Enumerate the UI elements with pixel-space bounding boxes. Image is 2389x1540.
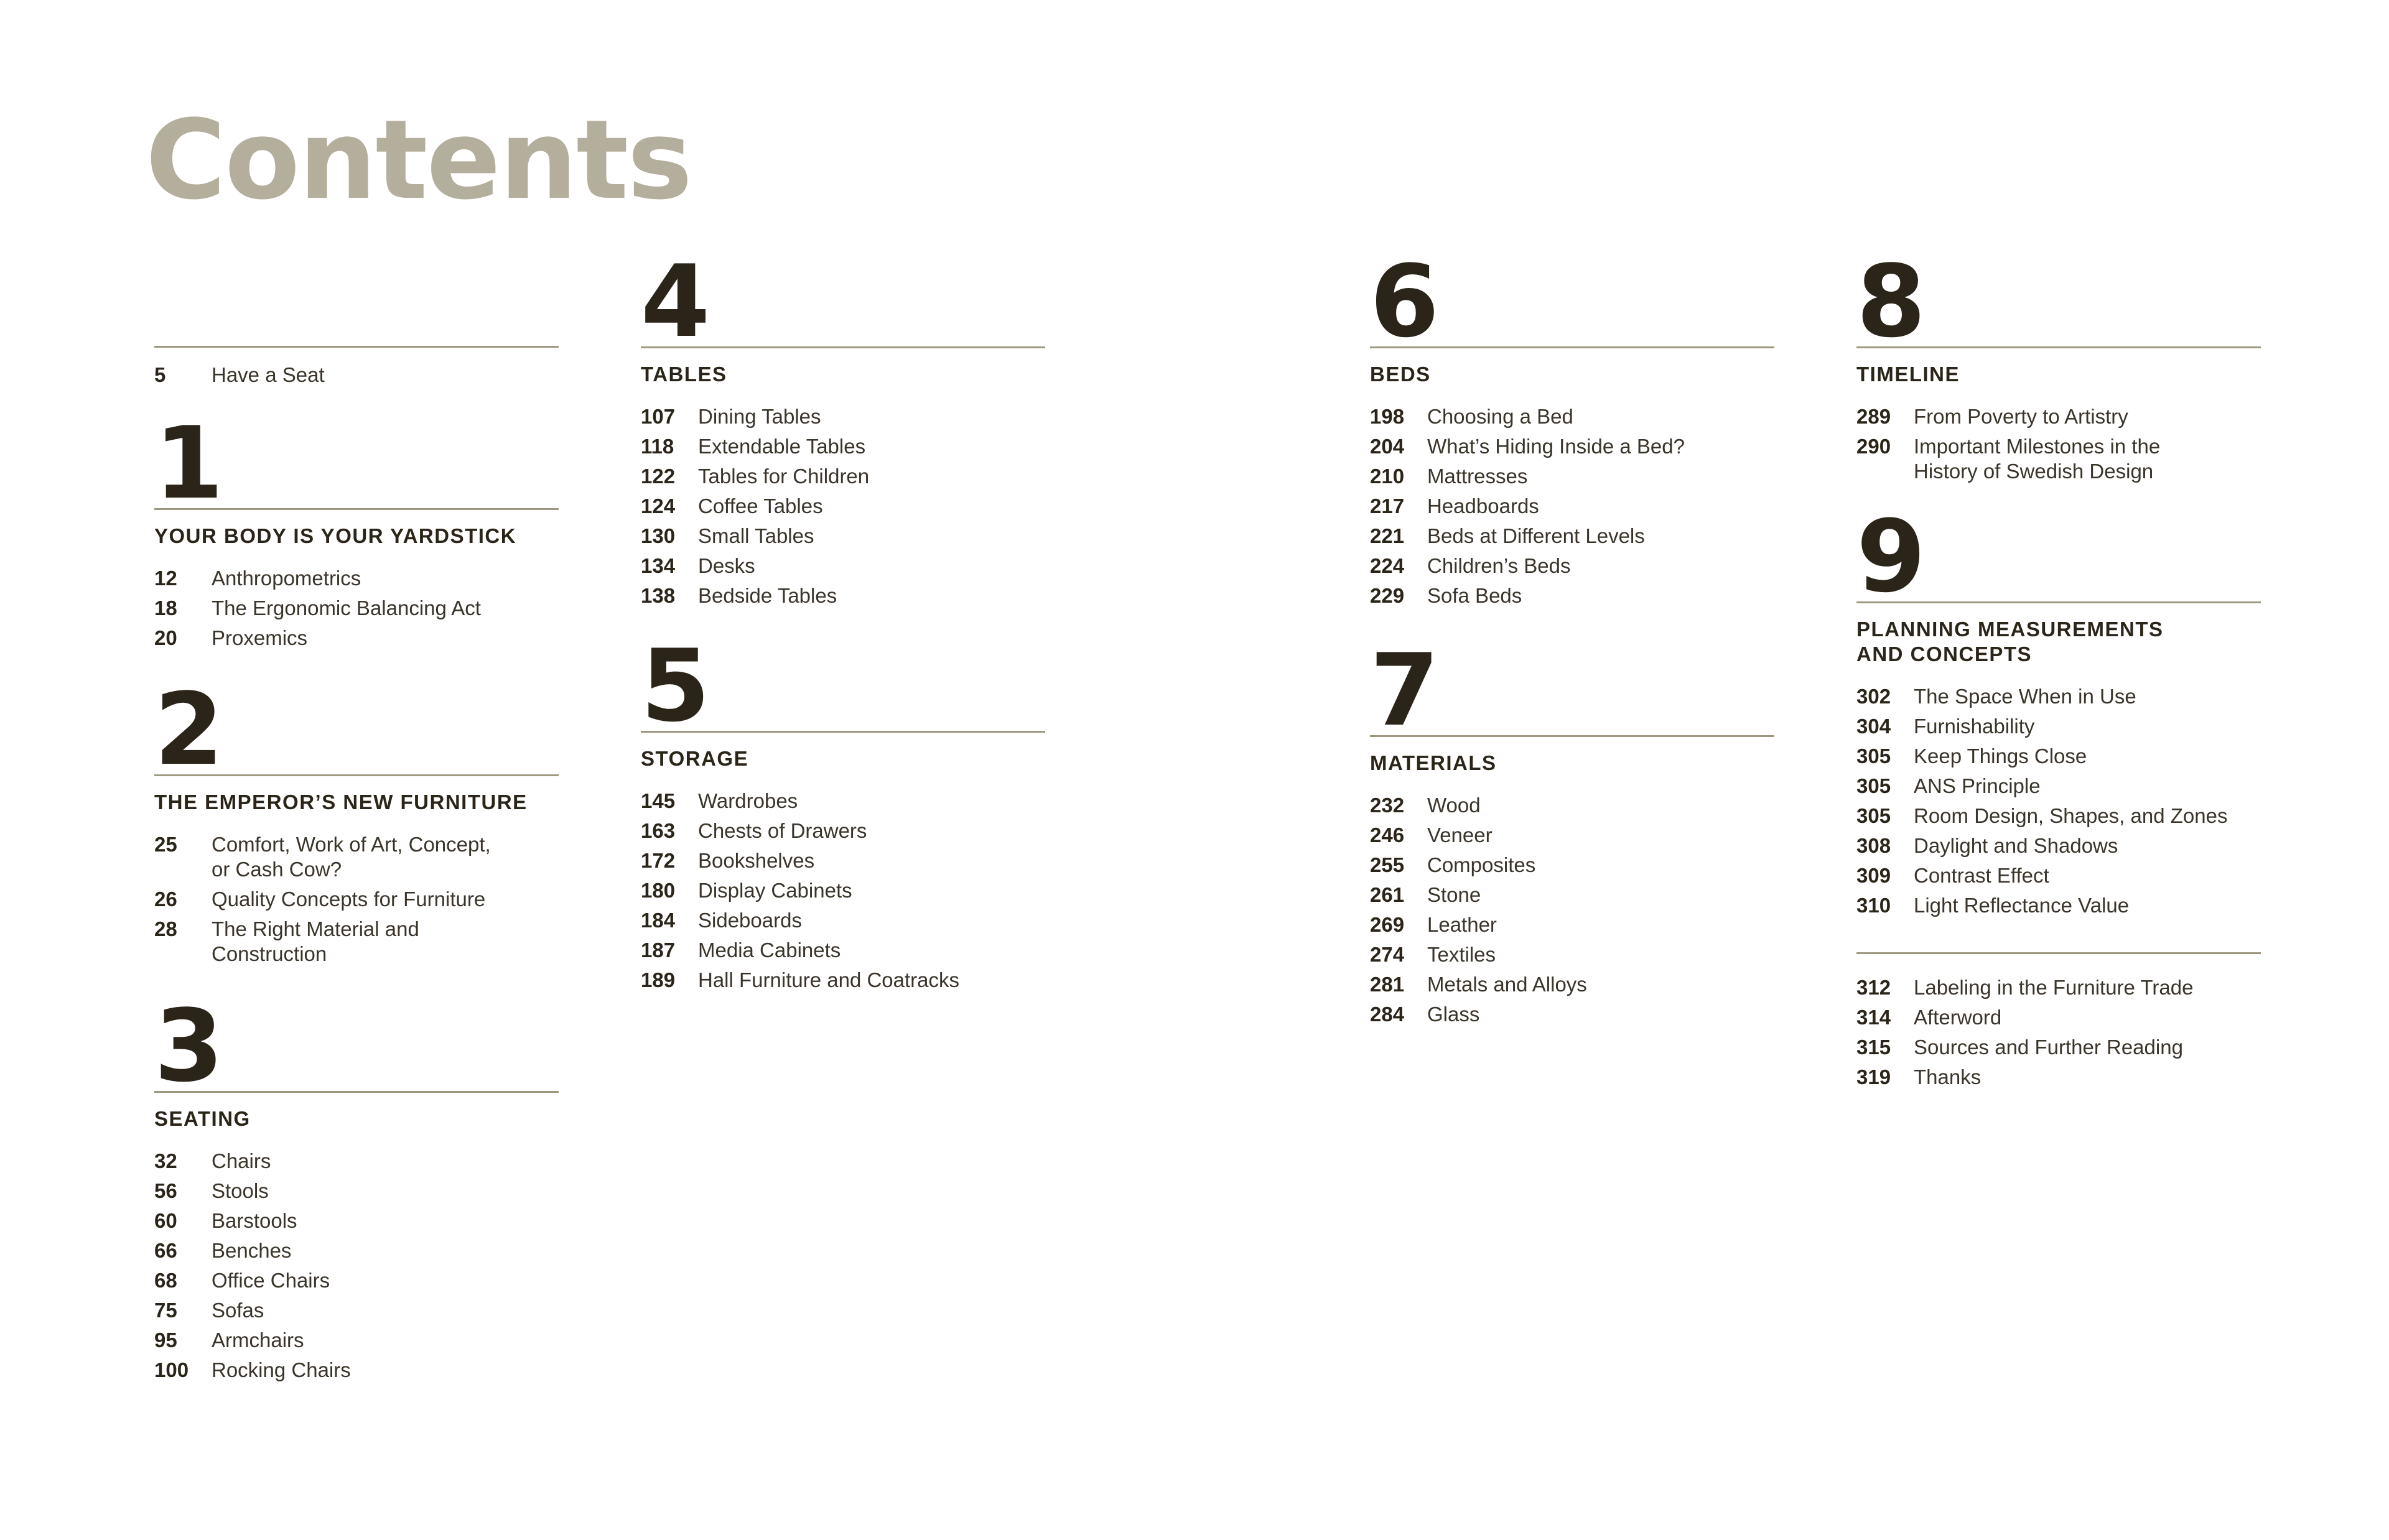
page-number: 198 — [1370, 405, 1405, 428]
page-number: 290 — [1856, 435, 1891, 458]
entry-title: Sources and Further Reading — [1914, 1036, 2183, 1059]
divider — [1856, 952, 2261, 954]
entry-title: The Right Material and Construction — [212, 917, 419, 965]
chapter-number: 7 — [1370, 632, 1438, 748]
entry-title: Chests of Drawers — [698, 819, 867, 842]
page-number: 312 — [1856, 976, 1891, 999]
page-number: 305 — [1856, 774, 1891, 797]
chapter-entries — [154, 832, 559, 967]
back-matter-entries — [1856, 975, 2261, 1090]
divider — [154, 346, 559, 348]
page-number: 309 — [1856, 864, 1891, 887]
toc-entry[interactable] — [1370, 1002, 1774, 1027]
entry-title: The Ergonomic Balancing Act — [212, 596, 481, 619]
page-number: 60 — [154, 1209, 177, 1232]
entry-title: Labeling in the Furniture Trade — [1914, 976, 2194, 999]
entry-title: Armchairs — [212, 1329, 304, 1352]
toc-entry[interactable] — [154, 1268, 559, 1293]
toc-entry[interactable] — [1370, 524, 1774, 549]
entry-title: Desks — [698, 554, 755, 577]
page-number: 25 — [154, 833, 177, 856]
page-number: 261 — [1370, 883, 1405, 906]
entry-title: Afterword — [1914, 1006, 2002, 1029]
page-number: 281 — [1370, 973, 1405, 996]
toc-entry[interactable] — [1370, 823, 1774, 848]
entry-title: Wood — [1427, 794, 1481, 817]
toc-entry[interactable] — [1370, 464, 1774, 489]
page-number: 163 — [641, 819, 676, 842]
chapter-number: 3 — [154, 988, 222, 1104]
entry-title: Dining Tables — [698, 405, 821, 428]
page-number: 314 — [1856, 1006, 1891, 1029]
entry-title: Contrast Effect — [1914, 864, 2049, 887]
entry-title: Veneer — [1427, 823, 1493, 847]
entry-title: Keep Things Close — [1914, 744, 2087, 768]
toc-entry[interactable] — [1856, 804, 2261, 828]
toc-entry[interactable] — [154, 566, 559, 591]
toc-entry[interactable] — [154, 832, 559, 882]
page-number: 302 — [1856, 685, 1891, 708]
entry-title: Anthropometrics — [212, 567, 361, 590]
page-number: 184 — [641, 909, 676, 932]
page-number: 124 — [641, 494, 676, 517]
chapter-heading[interactable]: TIMELINE — [1856, 363, 1960, 386]
chapter-2 — [154, 671, 559, 972]
entry-title: Small Tables — [698, 524, 814, 547]
page-number: 130 — [641, 524, 676, 547]
toc-entry[interactable] — [641, 848, 1045, 873]
entry-title: Composites — [1427, 853, 1536, 876]
toc-entry[interactable] — [154, 1208, 559, 1233]
chapter-6 — [1370, 243, 1774, 613]
chapter-entries — [1856, 684, 2261, 918]
entry-title: Bookshelves — [698, 849, 815, 872]
page-number: 18 — [154, 596, 177, 619]
toc-entry[interactable] — [641, 789, 1045, 814]
page-number: 122 — [641, 465, 676, 488]
page-number: 204 — [1370, 435, 1405, 458]
page-number: 75 — [154, 1299, 177, 1322]
toc-entry[interactable] — [1856, 1035, 2261, 1060]
toc-entry[interactable] — [641, 494, 1045, 519]
toc-entry[interactable] — [641, 908, 1045, 933]
chapter-number: 8 — [1856, 243, 1924, 359]
entry-title: Sofas — [212, 1299, 264, 1322]
toc-entry[interactable] — [1856, 684, 2261, 709]
chapter-heading[interactable]: TABLES — [641, 363, 727, 386]
toc-entry[interactable] — [1370, 793, 1774, 818]
page-number: 5 — [154, 363, 166, 386]
entry-title: Children’s Beds — [1427, 554, 1571, 577]
entry-title: Daylight and Shadows — [1914, 834, 2118, 857]
toc-entry[interactable] — [1856, 714, 2261, 739]
page-number: 100 — [154, 1358, 189, 1381]
entry-title: Have a Seat — [212, 363, 325, 386]
page-number: 255 — [1370, 853, 1405, 876]
page-number: 221 — [1370, 524, 1405, 547]
chapter-entries — [154, 566, 559, 651]
toc-entry[interactable] — [1856, 434, 2261, 484]
chapter-heading[interactable]: SEATING — [154, 1107, 251, 1130]
chapter-entries — [1370, 793, 1774, 1027]
toc-entry[interactable] — [1856, 774, 2261, 799]
toc-entry[interactable] — [1370, 912, 1774, 937]
page-number: 308 — [1856, 834, 1891, 857]
entry-title: Quality Concepts for Furniture — [212, 888, 486, 911]
toc-entry[interactable] — [154, 917, 559, 967]
entry-title: Light Reflectance Value — [1914, 894, 2130, 917]
page-number: 315 — [1856, 1036, 1891, 1059]
entry-title: Furnishability — [1914, 715, 2035, 738]
toc-entry[interactable] — [1370, 494, 1774, 519]
intro-entries — [154, 363, 559, 387]
entry-title: Leather — [1427, 913, 1497, 936]
page-number: 56 — [154, 1179, 177, 1202]
toc-entry[interactable] — [641, 554, 1045, 578]
toc-entry[interactable] — [641, 583, 1045, 608]
chapter-4 — [641, 243, 1045, 613]
page-number: 305 — [1856, 804, 1891, 827]
entry-title: Rocking Chairs — [212, 1358, 351, 1381]
page-number: 118 — [641, 435, 674, 458]
page-number: 310 — [1856, 894, 1891, 917]
toc-entry[interactable] — [154, 1179, 559, 1204]
page-number: 217 — [1370, 494, 1405, 517]
toc-entry[interactable] — [1370, 883, 1774, 907]
chapter-heading[interactable]: STORAGE — [641, 747, 749, 770]
chapter-heading[interactable]: PLANNING MEASUREMENTS AND CONCEPTS — [1856, 618, 2164, 666]
toc-entry[interactable] — [154, 1328, 559, 1353]
chapter-entries — [1856, 404, 2261, 484]
toc-entry[interactable] — [1370, 434, 1774, 459]
page-number: 68 — [154, 1269, 177, 1292]
toc-entry[interactable] — [641, 434, 1045, 459]
chapter-8 — [1856, 243, 2261, 489]
entry-title: Choosing a Bed — [1427, 405, 1573, 428]
page-number: 232 — [1370, 794, 1405, 817]
toc-entry[interactable] — [1856, 833, 2261, 858]
entry-title: Display Cabinets — [698, 879, 852, 902]
chapter-3 — [154, 988, 559, 1388]
chapter-number: 6 — [1370, 243, 1438, 359]
toc-entry[interactable] — [641, 819, 1045, 843]
entry-title: Stone — [1427, 883, 1481, 906]
page-number: 138 — [641, 584, 676, 607]
toc-entry[interactable] — [1856, 863, 2261, 888]
page-number: 20 — [154, 626, 177, 649]
entry-title: Room Design, Shapes, and Zones — [1914, 804, 2228, 827]
chapter-number: 4 — [641, 243, 709, 359]
toc-entry[interactable] — [154, 626, 559, 651]
entry-title: Office Chairs — [212, 1269, 330, 1292]
toc-entry[interactable] — [641, 968, 1045, 993]
toc-entry[interactable] — [1370, 583, 1774, 608]
page-number: 12 — [154, 567, 177, 590]
entry-title: Hall Furniture and Coatracks — [698, 968, 960, 991]
toc-entry[interactable] — [1856, 744, 2261, 769]
chapter-entries — [154, 1149, 559, 1383]
page-number: 284 — [1370, 1003, 1405, 1026]
entry-title: Glass — [1427, 1003, 1480, 1026]
page-number: 66 — [154, 1239, 177, 1262]
entry-title: Headboards — [1427, 494, 1539, 517]
toc-entry[interactable] — [1856, 893, 2261, 918]
toc-entry[interactable] — [1856, 404, 2261, 429]
page-title: Contents — [146, 96, 692, 224]
entry-title: Wardrobes — [698, 789, 798, 812]
page-number: 229 — [1370, 584, 1405, 607]
entry-title: Chairs — [212, 1149, 271, 1172]
chapter-number: 2 — [154, 671, 222, 787]
chapter-9 — [1856, 498, 2261, 923]
chapter-1 — [154, 405, 559, 656]
entry-title: ANS Principle — [1914, 774, 2041, 797]
page-number: 304 — [1856, 715, 1891, 738]
page-number: 289 — [1856, 405, 1891, 428]
entry-title: Extendable Tables — [698, 435, 866, 458]
page-number: 145 — [641, 789, 676, 812]
entry-title: From Poverty to Artistry — [1914, 405, 2128, 428]
chapter-number: 1 — [154, 405, 222, 521]
entry-title: Thanks — [1914, 1065, 1982, 1088]
entry-title: Beds at Different Levels — [1427, 524, 1645, 547]
toc-entry[interactable] — [154, 1298, 559, 1323]
chapter-heading[interactable]: THE EMPEROR’S NEW FURNITURE — [154, 791, 528, 814]
back-matter — [1856, 952, 2261, 1095]
toc-entry[interactable] — [1370, 942, 1774, 967]
toc-entry[interactable] — [1856, 1005, 2261, 1030]
entry-title: Stools — [212, 1179, 269, 1202]
entry-title: Mattresses — [1427, 465, 1528, 488]
page-number: 210 — [1370, 465, 1405, 488]
toc-entry[interactable] — [154, 596, 559, 621]
entry-title: Proxemics — [212, 626, 308, 649]
entry-title: Textiles — [1427, 943, 1496, 966]
page-number: 269 — [1370, 913, 1405, 936]
entry-title: Metals and Alloys — [1427, 973, 1587, 996]
page-number: 187 — [641, 939, 676, 962]
toc-entry[interactable] — [1856, 975, 2261, 1000]
entry-title: Bedside Tables — [698, 584, 837, 607]
toc-entry[interactable] — [154, 1149, 559, 1174]
entry-title: Tables for Children — [698, 465, 870, 488]
chapter-entries — [641, 404, 1045, 608]
toc-entry[interactable] — [154, 887, 559, 912]
page-number: 95 — [154, 1329, 177, 1352]
chapter-entries — [641, 789, 1045, 993]
entry-title: Barstools — [212, 1209, 297, 1232]
chapter-heading[interactable]: BEDS — [1370, 363, 1431, 386]
page-number: 305 — [1856, 744, 1891, 768]
toc-entry[interactable] — [1370, 554, 1774, 578]
toc-entry[interactable] — [1856, 1065, 2261, 1090]
toc-entry[interactable] — [1370, 404, 1774, 429]
toc-entry[interactable] — [641, 524, 1045, 549]
page-number: 107 — [641, 405, 676, 428]
chapter-heading[interactable]: YOUR BODY IS YOUR YARDSTICK — [154, 524, 517, 547]
toc-entry[interactable] — [641, 404, 1045, 429]
page-number: 32 — [154, 1149, 177, 1172]
chapter-number: 5 — [641, 628, 709, 744]
page-number: 224 — [1370, 554, 1405, 577]
toc-entry[interactable] — [641, 938, 1045, 963]
page-number: 189 — [641, 968, 676, 991]
entry-title: Media Cabinets — [698, 939, 841, 962]
entry-title: Important Milestones in the History of Swedish Design — [1914, 435, 2161, 483]
page-number: 134 — [641, 554, 676, 577]
entry-title: Benches — [212, 1239, 292, 1262]
chapter-5 — [641, 628, 1045, 998]
entry-title: Sideboards — [698, 909, 802, 932]
page-number: 26 — [154, 888, 177, 911]
entry-title: Sofa Beds — [1427, 584, 1522, 607]
page-number: 172 — [641, 849, 676, 872]
page-number: 246 — [1370, 823, 1405, 847]
toc-entry[interactable] — [154, 1358, 559, 1383]
toc-entry[interactable] — [154, 1238, 559, 1263]
page-number: 28 — [154, 917, 177, 940]
entry-title: The Space When in Use — [1914, 685, 2136, 708]
entry-title: Comfort, Work of Art, Concept, or Cash Cow? — [212, 833, 491, 881]
page-number: 274 — [1370, 943, 1405, 966]
chapter-entries — [1370, 404, 1774, 608]
entry-title: Coffee Tables — [698, 494, 823, 517]
chapter-7 — [1370, 632, 1774, 1032]
toc-entry[interactable] — [154, 363, 559, 387]
chapter-heading[interactable]: MATERIALS — [1370, 751, 1497, 774]
toc-entry[interactable] — [1370, 972, 1774, 997]
page-number: 319 — [1856, 1065, 1891, 1088]
chapter-number: 9 — [1856, 498, 1924, 615]
entry-title: What’s Hiding Inside a Bed? — [1427, 435, 1685, 458]
toc-entry[interactable] — [641, 878, 1045, 903]
toc-entry[interactable] — [641, 464, 1045, 489]
page-number: 180 — [641, 879, 676, 902]
intro-block — [154, 346, 559, 392]
toc-entry[interactable] — [1370, 853, 1774, 878]
